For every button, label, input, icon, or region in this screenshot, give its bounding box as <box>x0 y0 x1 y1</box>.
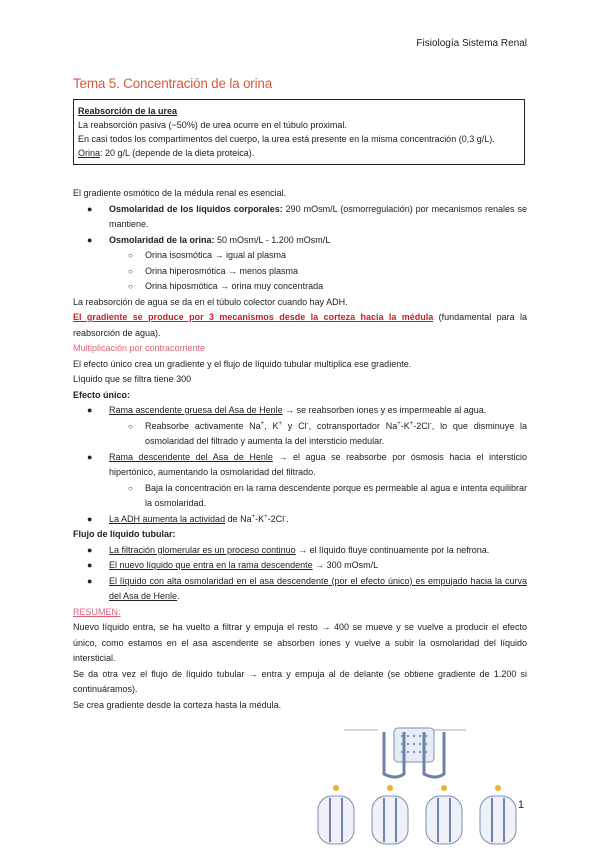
paragraph: La reabsorción de agua se da en el túbulo colector cuando hay ADH. <box>73 296 348 307</box>
sub-list-item <box>73 481 527 512</box>
circle-bullet-icon: ○ <box>128 282 133 291</box>
orina-label: Orina <box>78 148 101 158</box>
paragraph: Nuevo líquido entra, se ha vuelto a filtrar y empuja el resto → 400 se mueve y se vuelve a producir el efecto único, como estamos en el asa ascendente se absorben iones y vuelve a subir la osmolaridad del líquido intersticial. <box>73 622 527 663</box>
list-item <box>73 512 527 528</box>
superscript: + <box>278 420 282 427</box>
list-item <box>73 574 527 605</box>
text: -2Cl <box>267 513 285 524</box>
list-item-underlined: El nuevo líquido que entra en la rama descendente <box>109 560 313 570</box>
bullet-icon: ● <box>87 544 93 555</box>
superscript: + <box>251 513 256 520</box>
paragraph-text: (fundamental para la reabsorción de agua). <box>73 312 527 338</box>
text: , K <box>264 420 279 431</box>
bullet-icon: ● <box>87 560 93 570</box>
sub-list-text: Orina hiposmótica → orina muy concentrada <box>145 281 324 291</box>
superscript: + <box>409 420 414 427</box>
list-item-text: . <box>177 591 180 601</box>
section-heading: Multiplicación por contracorriente <box>73 343 206 353</box>
urea-line-3 <box>78 146 520 160</box>
orina-text: : 20 g/L (depende de la dieta proteica). <box>100 148 255 158</box>
list-item-text: 290 mOsm/L (osmorregulación) por mecanismos renales se mantiene. <box>109 203 527 229</box>
sub-list-text: Orina isosmótica → igual al plasma <box>145 250 287 260</box>
document-header: Fisiología Sistema Renal <box>416 38 527 49</box>
text: , cotransportador Na <box>308 420 398 431</box>
sub-list-item <box>73 279 527 295</box>
list-item-text: → se reabsorben iones y es impermeable al agua. <box>282 405 487 415</box>
list-item <box>73 558 527 574</box>
urea-line-2: En casi todos los compartimentos del cuerpo, la urea está presente en la misma concentración (0,3 g/L). <box>78 134 495 144</box>
paragraph: Se crea gradiente desde la corteza hasta la médula. <box>73 699 282 710</box>
urea-box <box>73 99 525 165</box>
circle-bullet-icon: ○ <box>128 421 133 431</box>
sub-list-text: Baja la concentración en la rama descendente porque es permeable al agua e intenta equilibrar la osmolaridad. <box>145 482 527 508</box>
section-heading: RESUMEN: <box>73 606 121 617</box>
step-panel <box>426 785 462 844</box>
sub-list-item <box>73 419 527 450</box>
text: , lo que disminuye la osmolaridad del filtrado y aumenta la del intersticio medular. <box>145 420 528 446</box>
step-panel <box>372 785 408 844</box>
list-item-bold: Osmolaridad de los líquidos corporales: <box>109 203 283 214</box>
list-item-underlined: Rama ascendente gruesa del Asa de Henle <box>109 405 283 415</box>
circle-bullet-icon: ○ <box>128 251 133 260</box>
urea-heading: Reabsorción de la urea <box>78 106 178 116</box>
bullet-icon: ● <box>87 203 93 214</box>
list-item-underlined: El líquido con alta osmolaridad en el asa descendente (por el efecto único) es empujado hacia la curva del Asa de Henle <box>109 575 527 601</box>
circle-bullet-icon: ○ <box>128 266 133 276</box>
sub-list-item <box>73 264 527 280</box>
page-title: Tema 5. Concentración de la orina <box>73 76 273 91</box>
text: Reabsorbe activamente Na <box>145 420 261 431</box>
list-item-text: → el agua se reabsorbe por ósmosis hacia el intersticio hipertónico, aumentando la osmolaridad del filtrado. <box>109 451 527 477</box>
highlight-text: El gradiente se produce por 3 mecanismos desde la corteza hacia la médula <box>73 312 434 322</box>
superscript: - <box>429 420 432 427</box>
paragraph: Se da otra vez el flujo de líquido tubular → entra y empuja al de delante (se obtiene gradiente de 1.200 si continuáramos). <box>73 668 527 694</box>
main-content <box>73 186 527 713</box>
text: y Cl <box>282 420 307 431</box>
text: de Na <box>225 513 252 524</box>
sub-list-text: Orina hiperosmótica → menos plasma <box>145 265 299 276</box>
list-item-underlined: La ADH aumenta la actividad <box>109 513 226 524</box>
paragraph <box>73 310 527 341</box>
countercurrent-steps-diagram <box>316 784 526 848</box>
paragraph: El efecto único crea un gradiente y el flujo de líquido tubular multiplica ese gradiente. <box>73 358 412 369</box>
loop-of-henle-diagram <box>336 724 476 780</box>
list-item <box>73 543 527 559</box>
list-item <box>73 233 527 249</box>
superscript: - <box>284 513 287 520</box>
list-item-underlined: Rama descendente del Asa de Henle <box>109 451 273 462</box>
circle-bullet-icon: ○ <box>128 483 133 493</box>
superscript: + <box>264 513 268 520</box>
text: . <box>286 513 289 524</box>
step-panel <box>480 785 516 844</box>
bullet-icon: ● <box>87 234 93 245</box>
text: -2Cl <box>413 420 430 431</box>
sub-list-item <box>73 248 527 264</box>
paragraph: Líquido que se filtra tiene 300 <box>73 374 192 384</box>
urea-line-1: La reabsorción pasiva (~50%) de urea ocurre en el túbulo proximal. <box>78 120 347 130</box>
superscript: + <box>260 420 265 427</box>
text: -K <box>400 420 410 431</box>
list-item-underlined: La filtración glomerular es un proceso continuo <box>109 544 296 555</box>
list-item <box>73 450 527 481</box>
bullet-icon: ● <box>87 575 93 586</box>
section-heading: Efecto único: <box>73 389 131 400</box>
step-panel <box>318 785 354 844</box>
section-heading: Flujo de líquido tubular: <box>73 529 176 539</box>
list-item-text: 50 mOsm/L - 1.200 mOsm/L <box>214 234 331 245</box>
bullet-icon: ● <box>87 513 93 524</box>
bullet-icon: ● <box>87 405 93 415</box>
paragraph: El gradiente osmótico de la médula renal es esencial. <box>73 188 287 198</box>
superscript: - <box>306 420 309 427</box>
list-item-text: → el líquido fluye continuamente por la nefrona. <box>295 544 490 555</box>
superscript: + <box>397 420 401 427</box>
list-item <box>73 403 527 419</box>
list-item <box>73 202 527 233</box>
list-item-bold: Osmolaridad de la orina: <box>109 234 215 245</box>
page-number: 1 <box>517 799 524 811</box>
list-item-text: → 300 mOsm/L <box>312 560 379 570</box>
text: -K <box>255 513 265 524</box>
bullet-icon: ● <box>87 451 93 462</box>
